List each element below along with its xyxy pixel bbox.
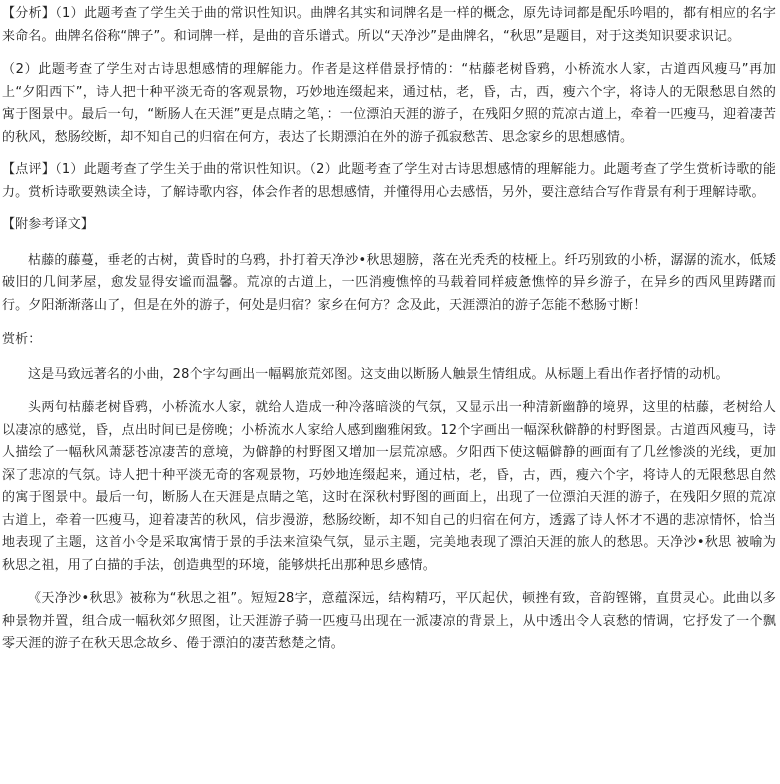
comment-tag: 【点评】 (2, 162, 56, 177)
appreciation-paragraph-2: 头两句枯藤老树昏鸦，小桥流水人家，就给人造成一种冷落暗淡的气氛，又显示出一种清新幽静的境界，这里的枯藤，老树给人以凄凉的感觉，昏，点出时间已是傍晚；小桥流水人家给人感到幽雅闲致。12个字画出一幅深秋僻静的村野图景。古道西风瘦马，诗人描绘了一幅秋风萧瑟苍凉凄苦的意境，为僻静的村野图又增加一层荒凉感。夕阳西下使这幅僻静的画面有了几丝惨淡的光线，更加深了悲凉的气氛。诗人把十种平淡无奇的客观景物，巧妙地连缀起来，通过枯，老，昏，古，西，瘦六个字，将诗人的无限愁思自然的寓于图景中。最后一句，断肠人在天涯是点睛之笔，这时在深秋村野图的画面上，出现了一位漂泊天涯的游子，在残阳夕照的荒凉古道上，牵着一匹瘦马，迎着凄苦的秋风，信步漫游，愁肠绞断，却不知自己的归宿在何方，透露了诗人怀才不遇的悲凉情怀，恰当地表现了主题，这首小令是采取寓情于景的手法来渲染气氛，显示主题，完美地表现了漂泊天涯的旅人的愁思。天净沙•秋思 被喻为秋思之祖，用了白描的手法，创造典型的环境，能够烘托出那种思乡感情。 (2, 400, 776, 573)
analysis-paragraph (2, 3, 776, 48)
appreciation-label: 赏析： (2, 332, 42, 347)
comment-paragraph (2, 159, 776, 204)
comment-text: （1）此题考查了学生关于曲的常识性知识。（2）此题考查了学生对古诗思想感情的理解能力。此题考查了学生赏析诗歌的能力。赏析诗歌要熟读全诗，了解诗歌内容，体会作者的思想感情，并懂得用心去感悟，另外，要注意结合写作背景有利于理解诗歌。 (2, 162, 776, 200)
analysis-paragraph-2: （2）此题考查了学生对古诗思想感情的理解能力。作者是这样借景抒情的：“枯藤老树昏鸦，小桥流水人家，古道西风瘦马”再加上“夕阳西下”，诗人把十种平淡无奇的客观景物，巧妙地连缀起来，通过枯，老，昏，古，西，瘦六个字，将诗人的无限愁思自然的寓于图景中。最后一句，“断肠人在天涯”更是点睛之笔，：一位漂泊天涯的游子，在残阳夕照的荒凉古道上，牵着一匹瘦马，迎着凄苦的秋风，愁肠绞断，却不知自己的归宿在何方，表达了长期漂泊在外的游子孤寂愁苦、思念家乡的思想感情。 (2, 62, 776, 145)
reference-heading: 【附参考译文】 (2, 217, 95, 232)
analysis-part-1: （1）此题考查了学生关于曲的常识性知识。曲牌名其实和词牌名是一样的概念，原先诗词都是配乐吟唱的，都有相应的名字来命名。曲牌名俗称“牌子”。和词牌一样，是曲的音乐谱式。所以“天净沙”是曲牌名，“秋思”是题目，对于这类知识要求识记。 (2, 6, 776, 44)
appreciation-paragraph-3: 《天净沙•秋思》被称为“秋思之祖”。短短28字，意蕴深远，结构精巧，平仄起伏，顿挫有致，音韵铿锵，直贯灵心。此曲以多种景物并置，组合成一幅秋郊夕照图，让天涯游子骑一匹瘦马出现在一派凄凉的背景上，从中透出令人哀愁的情调，它抒发了一个飘零天涯的游子在秋天思念故乡、倦于漂泊的凄苦愁楚之情。 (2, 591, 776, 651)
translation-paragraph: 枯藤的藤蔓，垂老的古树，黄昏时的乌鸦，扑打着天净沙•秋思翅膀，落在光秃秃的枝桠上。纤巧别致的小桥，潺潺的流水，低矮破旧的几间茅屋，愈发显得安谧而温馨。荒凉的古道上，一匹消瘦憔悴的马载着同样疲惫憔悴的异乡游子，在异乡的西风里踌躇而行。夕阳渐渐落山了，但是在外的游子，何处是归宿？家乡在何方？念及此，天涯漂泊的游子怎能不愁肠寸断！ (2, 252, 776, 313)
appreciation-paragraph-1: 这是马致远著名的小曲，28个字勾画出一幅羁旅荒郊图。这支曲以断肠人触景生情组成。从标题上看出作者抒情的动机。 (28, 366, 729, 382)
analysis-tag: 【分析】 (2, 6, 56, 21)
